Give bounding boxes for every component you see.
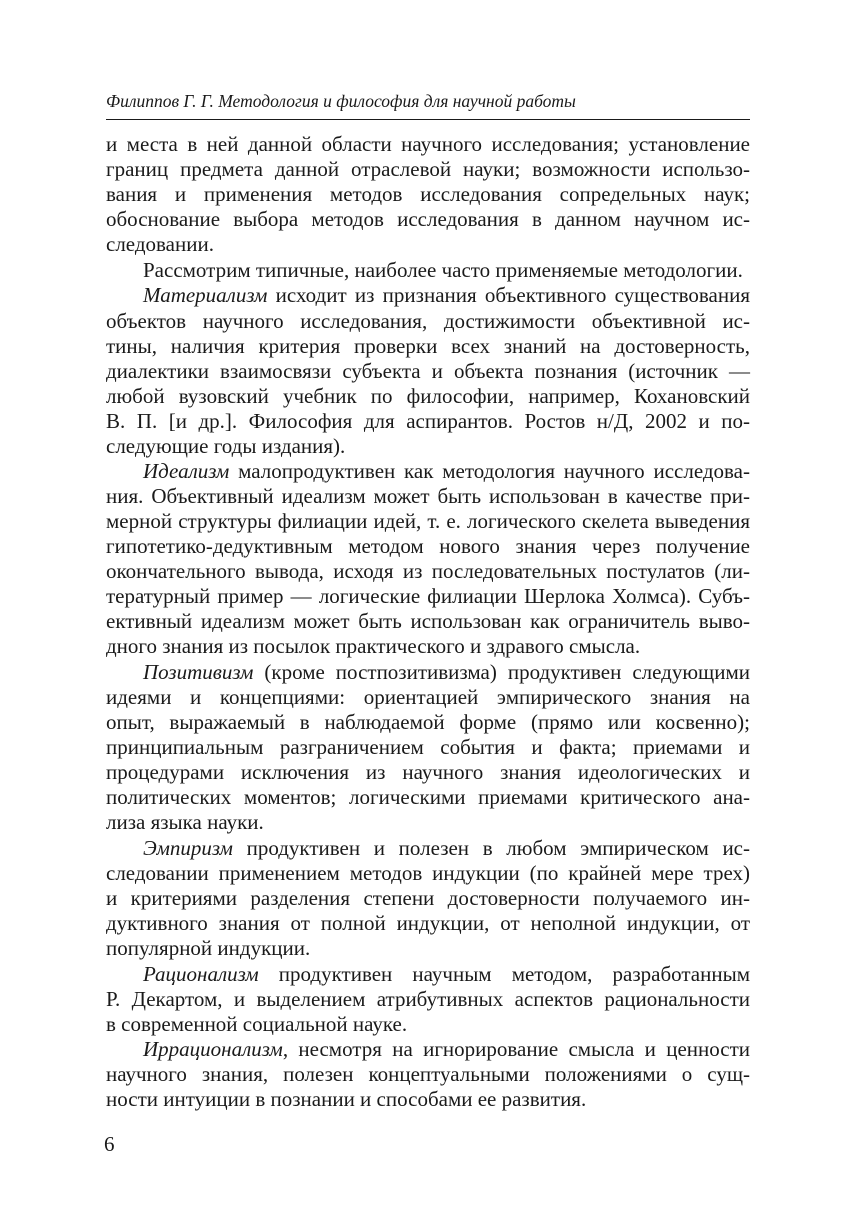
text-line: в современной социальной науке. bbox=[106, 1012, 408, 1036]
running-head: Филиппов Г. Г. Методология и философия для научной работы bbox=[106, 91, 576, 111]
text-line: принципиальным разграничением события и факта; приемами и bbox=[106, 735, 750, 759]
text-line: следовании. bbox=[106, 232, 214, 256]
text-line: мерной структуры филиации идей, т. е. логического скелета выведения bbox=[106, 509, 750, 533]
header-rule bbox=[106, 119, 750, 120]
page-number: 6 bbox=[104, 1132, 115, 1156]
text-line: научного знания, полезен концептуальными положениями о сущ- bbox=[106, 1062, 750, 1086]
text-line: ективный идеализм может быть использован как ограничитель выво- bbox=[106, 609, 750, 633]
text-line: тературный пример — логические филиации Шерлока Холмса). Субъ- bbox=[106, 584, 750, 608]
text-line: Рационализм продуктивен научным методом, разработанным bbox=[143, 962, 750, 986]
text-line: диалектики взаимосвязи субъекта и объекта познания (источник — bbox=[106, 359, 750, 383]
text-line: Рассмотрим типичные, наиболее часто применяемые методологии. bbox=[143, 258, 743, 282]
text-line: ния. Объективный идеализм может быть использован в качестве при- bbox=[106, 484, 750, 508]
text-line: дуктивного знания от полной индукции, от неполной индукции, от bbox=[106, 911, 750, 935]
text-line: Материализм исходит из признания объективного существования bbox=[143, 283, 750, 307]
term-empiricism: Эмпиризм bbox=[143, 836, 233, 860]
text-line: тины, наличия критерия проверки всех знаний на достоверность, bbox=[106, 334, 750, 358]
text-line: процедурами исключения из научного знания идеологических и bbox=[106, 760, 750, 784]
term-positivism: Позитивизм bbox=[143, 660, 254, 684]
text-line: и места в ней данной области научного исследования; установление bbox=[106, 132, 750, 156]
text-line: окончательного вывода, исходя из последовательных постулатов (ли- bbox=[106, 559, 750, 583]
text-line: границ предмета данной отраслевой науки; возможности использо- bbox=[106, 157, 750, 181]
term-irrationalism: Иррационализм bbox=[143, 1037, 283, 1061]
text-line: В. П. [и др.]. Философия для аспирантов. Ростов н/Д, 2002 и по- bbox=[106, 409, 750, 433]
text-line: ности интуиции в познании и способами ее развития. bbox=[106, 1087, 587, 1111]
text-line: лиза языка науки. bbox=[106, 810, 264, 834]
text-line: следовании применением методов индукции (по крайней мере трех) bbox=[106, 861, 750, 885]
text-line: политических моментов; логическими приемами критического ана- bbox=[106, 785, 750, 809]
text-line: опыт, выражаемый в наблюдаемой форме (прямо или косвенно); bbox=[106, 710, 750, 734]
term-rationalism: Рационализм bbox=[143, 962, 259, 986]
text-line: Эмпиризм продуктивен и полезен в любом эмпирическом ис- bbox=[143, 836, 750, 860]
text-line: следующие годы издания). bbox=[106, 434, 346, 458]
text-line: популярной индукции. bbox=[106, 936, 311, 960]
text-line: гипотетико-дедуктивным методом нового знания через получение bbox=[106, 534, 750, 558]
term-idealism: Идеализм bbox=[143, 459, 230, 483]
text-line: вания и применения методов исследования сопредельных наук; bbox=[106, 182, 750, 206]
text-line: Иррационализм, несмотря на игнорирование смысла и ценности bbox=[143, 1037, 750, 1061]
text-line: и критериями разделения степени достоверности получаемого ин- bbox=[106, 886, 750, 910]
text-line: Р. Декартом, и выделением атрибутивных аспектов рациональности bbox=[106, 987, 750, 1011]
term-materialism: Материализм bbox=[143, 283, 268, 307]
text-line: дного знания из посылок практического и здравого смысла. bbox=[106, 634, 641, 658]
text-line: Позитивизм (кроме постпозитивизма) продуктивен следующими bbox=[143, 660, 750, 684]
text-line: объектов научного исследования, достижимости объективной ис- bbox=[106, 309, 750, 333]
text-line: обоснование выбора методов исследования в данном научном ис- bbox=[106, 207, 750, 231]
text-line: Идеализм малопродуктивен как методология научного исследова- bbox=[143, 459, 750, 483]
text-line: идеями и концепциями: ориентацией эмпирического знания на bbox=[106, 685, 750, 709]
text-line: любой вузовский учебник по философии, например, Кохановский bbox=[106, 384, 750, 408]
